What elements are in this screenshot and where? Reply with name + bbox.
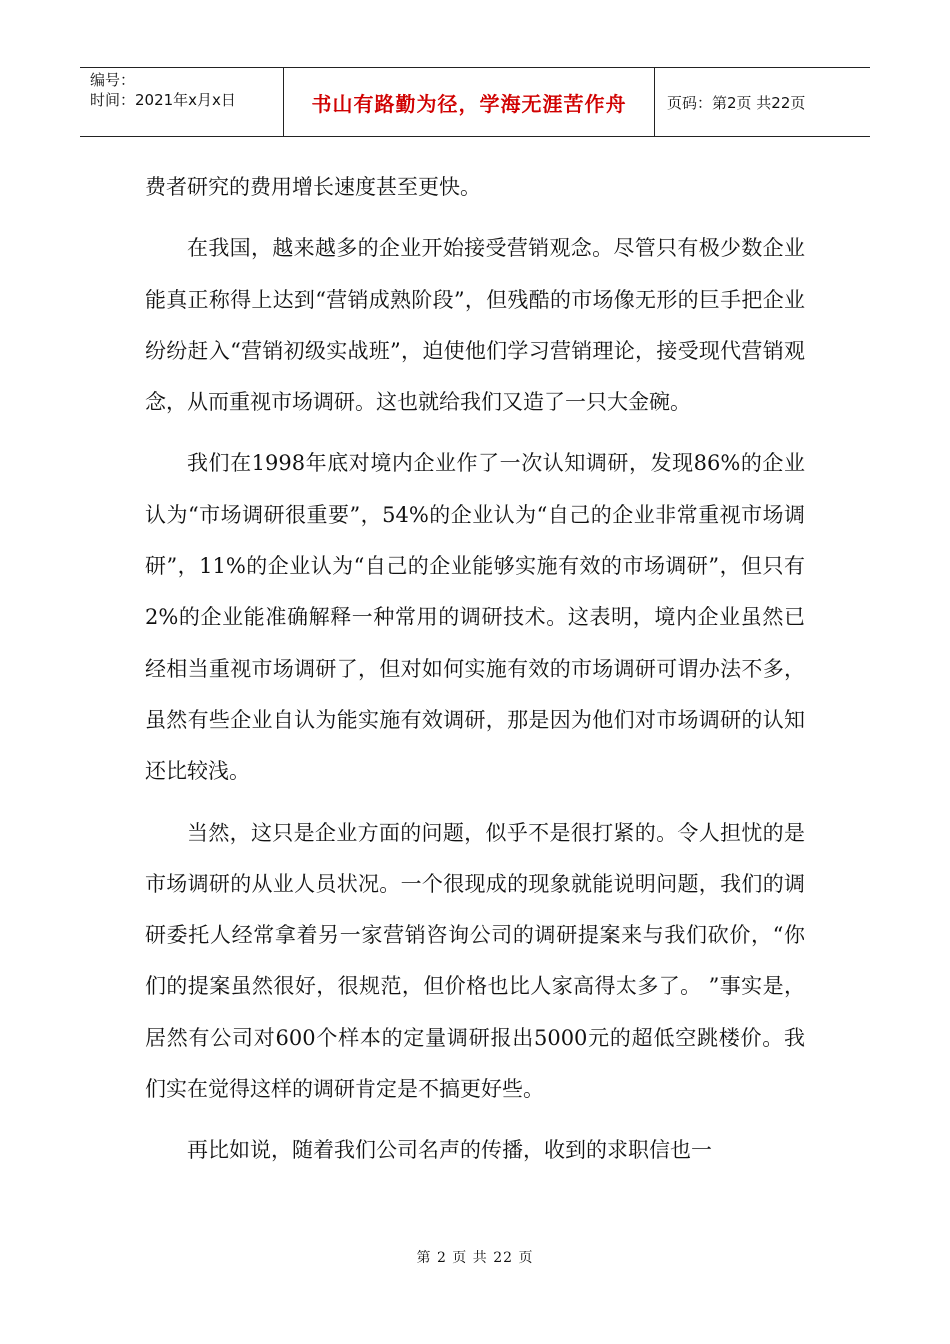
paragraph: 在我国，越来越多的企业开始接受营销观念。尽管只有极少数企业能真正称得上达到“营销成熟阶段”，但残酷的市场像无形的巨手把企业纷纷赶入“营销初级实战班”，迫使他们学习营销理论，接受现代营销观念，从而重视市场调研。这也就给我们又造了一只大金碗。	[145, 236, 805, 415]
date-label: 时间：2021年x月x日	[90, 91, 236, 109]
document-header	[80, 67, 870, 137]
page-footer: 第 2 页 共 22 页	[416, 1250, 534, 1266]
paragraph: 费者研究的费用增长速度甚至更快。	[145, 175, 481, 199]
motto-text: 书山有路勤为径，学海无涯苦作舟	[311, 91, 627, 116]
header-motto-cell	[284, 68, 655, 136]
header-page-cell	[655, 68, 870, 136]
page-info: 页码：第2页 共22页	[667, 93, 806, 112]
paragraph: 当然，这只是企业方面的问题，似乎不是很打紧的。令人担忧的是市场调研的从业人员状况。一个很现成的现象就能说明问题，我们的调研委托人经常拿着另一家营销咨询公司的调研提案来与我们砍价，“你们的提案虽然很好，很规范，但价格也比人家高得太多了。 ”事实是，居然有公司对600个样本的定量调研报出5000元的超低空跳楼价。我们实在觉得这样的调研肯定是不搞更好些。	[145, 820, 805, 1102]
number-label: 编号：	[90, 71, 136, 89]
paragraph: 再比如说，随着我们公司名声的传播，收到的求职信也一	[187, 1138, 712, 1163]
paragraph: 我们在1998年底对境内企业作了一次认知调研，发现86%的企业认为“市场调研很重要”，54%的企业认为“自己的企业非常重视市场调研”，11%的企业认为“自己的企业能够实施有效的市场调研”，但只有2%的企业能准确解释一种常用的调研技术。这表明，境内企业虽然已经相当重视市场调研了，但对如何实施有效的市场调研可谓办法不多，虽然有些企业自认为能实施有效调研，那是因为他们对市场调研的认知还比较浅。	[145, 451, 805, 784]
header-meta-cell	[80, 68, 284, 136]
document-body	[145, 162, 805, 1177]
